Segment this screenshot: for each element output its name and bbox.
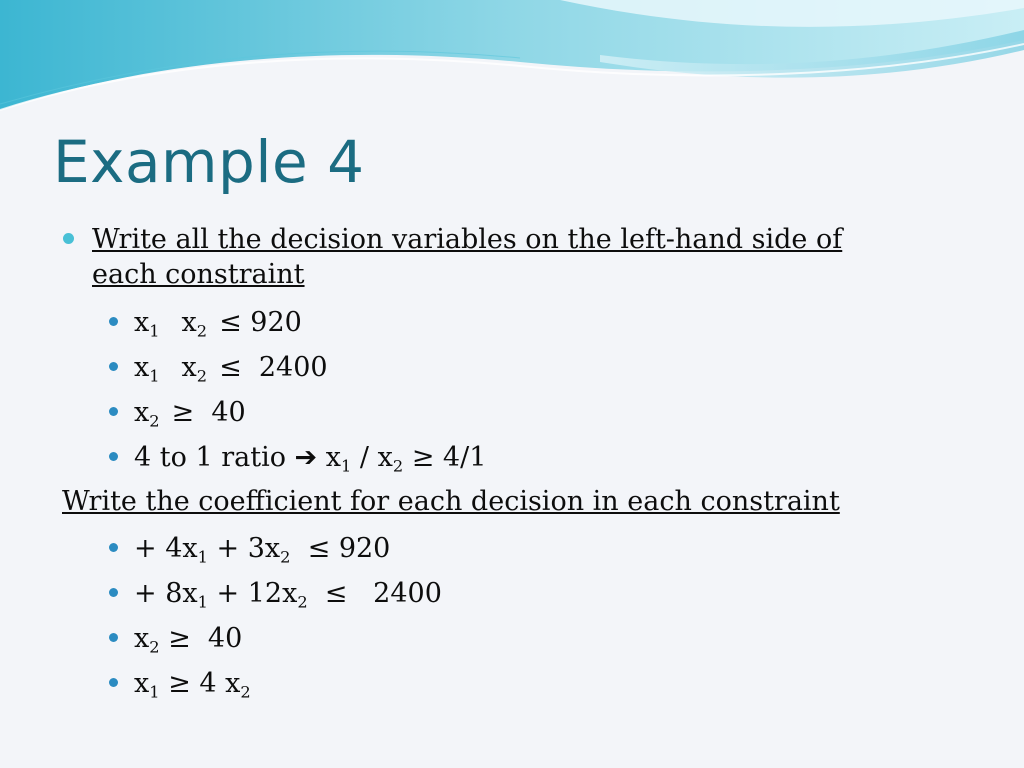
heading-coefficients: Write the coefficient for each decision in each constraint [62, 486, 840, 517]
bullet-dot [109, 317, 118, 326]
slide-title: Example 4 [53, 128, 365, 196]
constraint-list-2 [106, 526, 442, 706]
bullet-dot [109, 543, 118, 552]
list-item: 4 to 1 ratio ➔ $x_1 / x_2 \ge 4/1$ [106, 435, 486, 480]
list-item: + $4x_1 + 3x_2 \le 920$ [106, 526, 442, 571]
bullet-text-variables-left: Write all the decision variables on the left-hand side of each constraint [92, 224, 843, 290]
bullet-dot [109, 678, 118, 687]
list-item: $x_1$ $x_2 \le 2400$ [106, 345, 486, 390]
bullet-dot [109, 362, 118, 371]
bullet-dot [109, 633, 118, 642]
bullet-dot [63, 233, 74, 244]
list-item: $x_2 \ge 40$ [106, 390, 486, 435]
list-item: $x_2 \ge 40$ [106, 616, 442, 661]
list-item: + $8x_1 + 12x_2 \le 2400$ [106, 571, 442, 616]
list-item: $x_1 \ge 4$ $x_2$ [106, 661, 442, 706]
bullet-dot [109, 452, 118, 461]
bullet-dot [109, 407, 118, 416]
list-item: $x_1$ $x_2 \le 920$ [106, 300, 486, 345]
bullet-dot [109, 588, 118, 597]
constraint-list-1 [106, 300, 486, 480]
header-wave-decoration [0, 0, 1024, 120]
arrow-icon: ➔ [294, 442, 318, 473]
